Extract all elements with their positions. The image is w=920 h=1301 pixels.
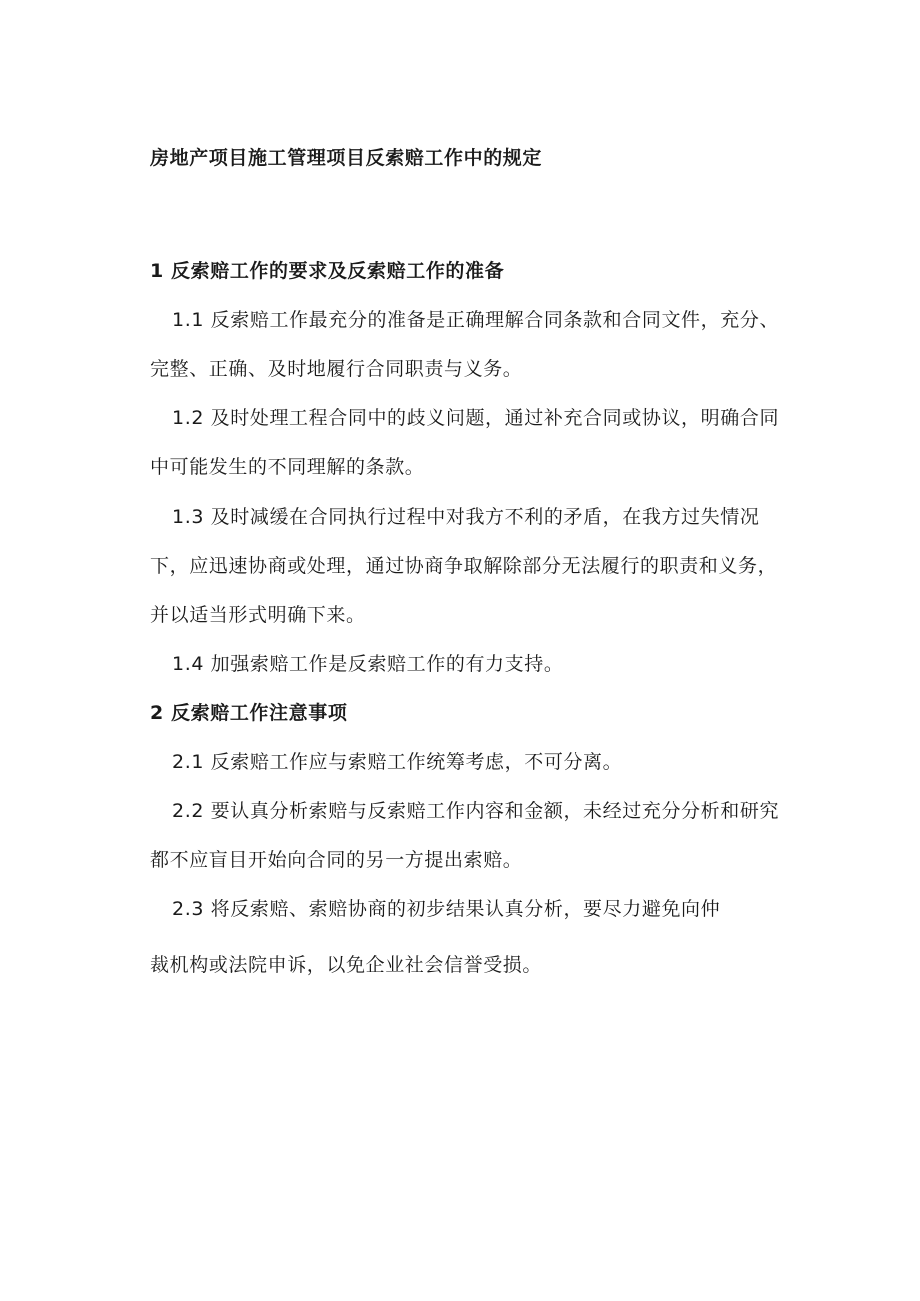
paragraph-1-4: 1.4 加强索赔工作是反索赔工作的有力支持。: [172, 653, 564, 675]
document-title: 房地产项目施工管理项目反索赔工作中的规定: [150, 147, 543, 169]
paragraph-2-3-line-1: 2.3 将反索赔、索赔协商的初步结果认真分析，要尽力避免向仲: [172, 898, 721, 920]
paragraph-1-3-line-3: 并以适当形式明确下来。: [150, 604, 366, 626]
paragraph-2-2-line-2: 都不应盲目开始向合同的另一方提出索赔。: [150, 849, 523, 871]
section-heading-1: 1 反索赔工作的要求及反索赔工作的准备: [150, 260, 505, 282]
paragraph-1-2-line-2: 中可能发生的不同理解的条款。: [150, 456, 425, 478]
section-heading-2: 2 反索赔工作注意事项: [150, 702, 348, 724]
paragraph-1-1-line-1: 1.1 反索赔工作最充分的准备是正确理解合同条款和合同文件，充分、: [172, 309, 780, 331]
paragraph-2-3-line-2: 裁机构或法院申诉，以免企业社会信誉受损。: [150, 954, 543, 976]
paragraph-1-3-line-1: 1.3 及时减缓在合同执行过程中对我方不利的矛盾，在我方过失情况: [172, 506, 760, 528]
paragraph-1-2-line-1: 1.2 及时处理工程合同中的歧义问题，通过补充合同或协议，明确合同: [172, 407, 780, 429]
paragraph-2-2-line-1: 2.2 要认真分析索赔与反索赔工作内容和金额，未经过充分分析和研究: [172, 800, 780, 822]
paragraph-2-1: 2.1 反索赔工作应与索赔工作统筹考虑，不可分离。: [172, 751, 623, 773]
paragraph-1-3-line-2: 下，应迅速协商或处理，通过协商争取解除部分无法履行的职责和义务，: [150, 555, 778, 577]
paragraph-1-1-line-2: 完整、正确、及时地履行合同职责与义务。: [150, 358, 523, 380]
